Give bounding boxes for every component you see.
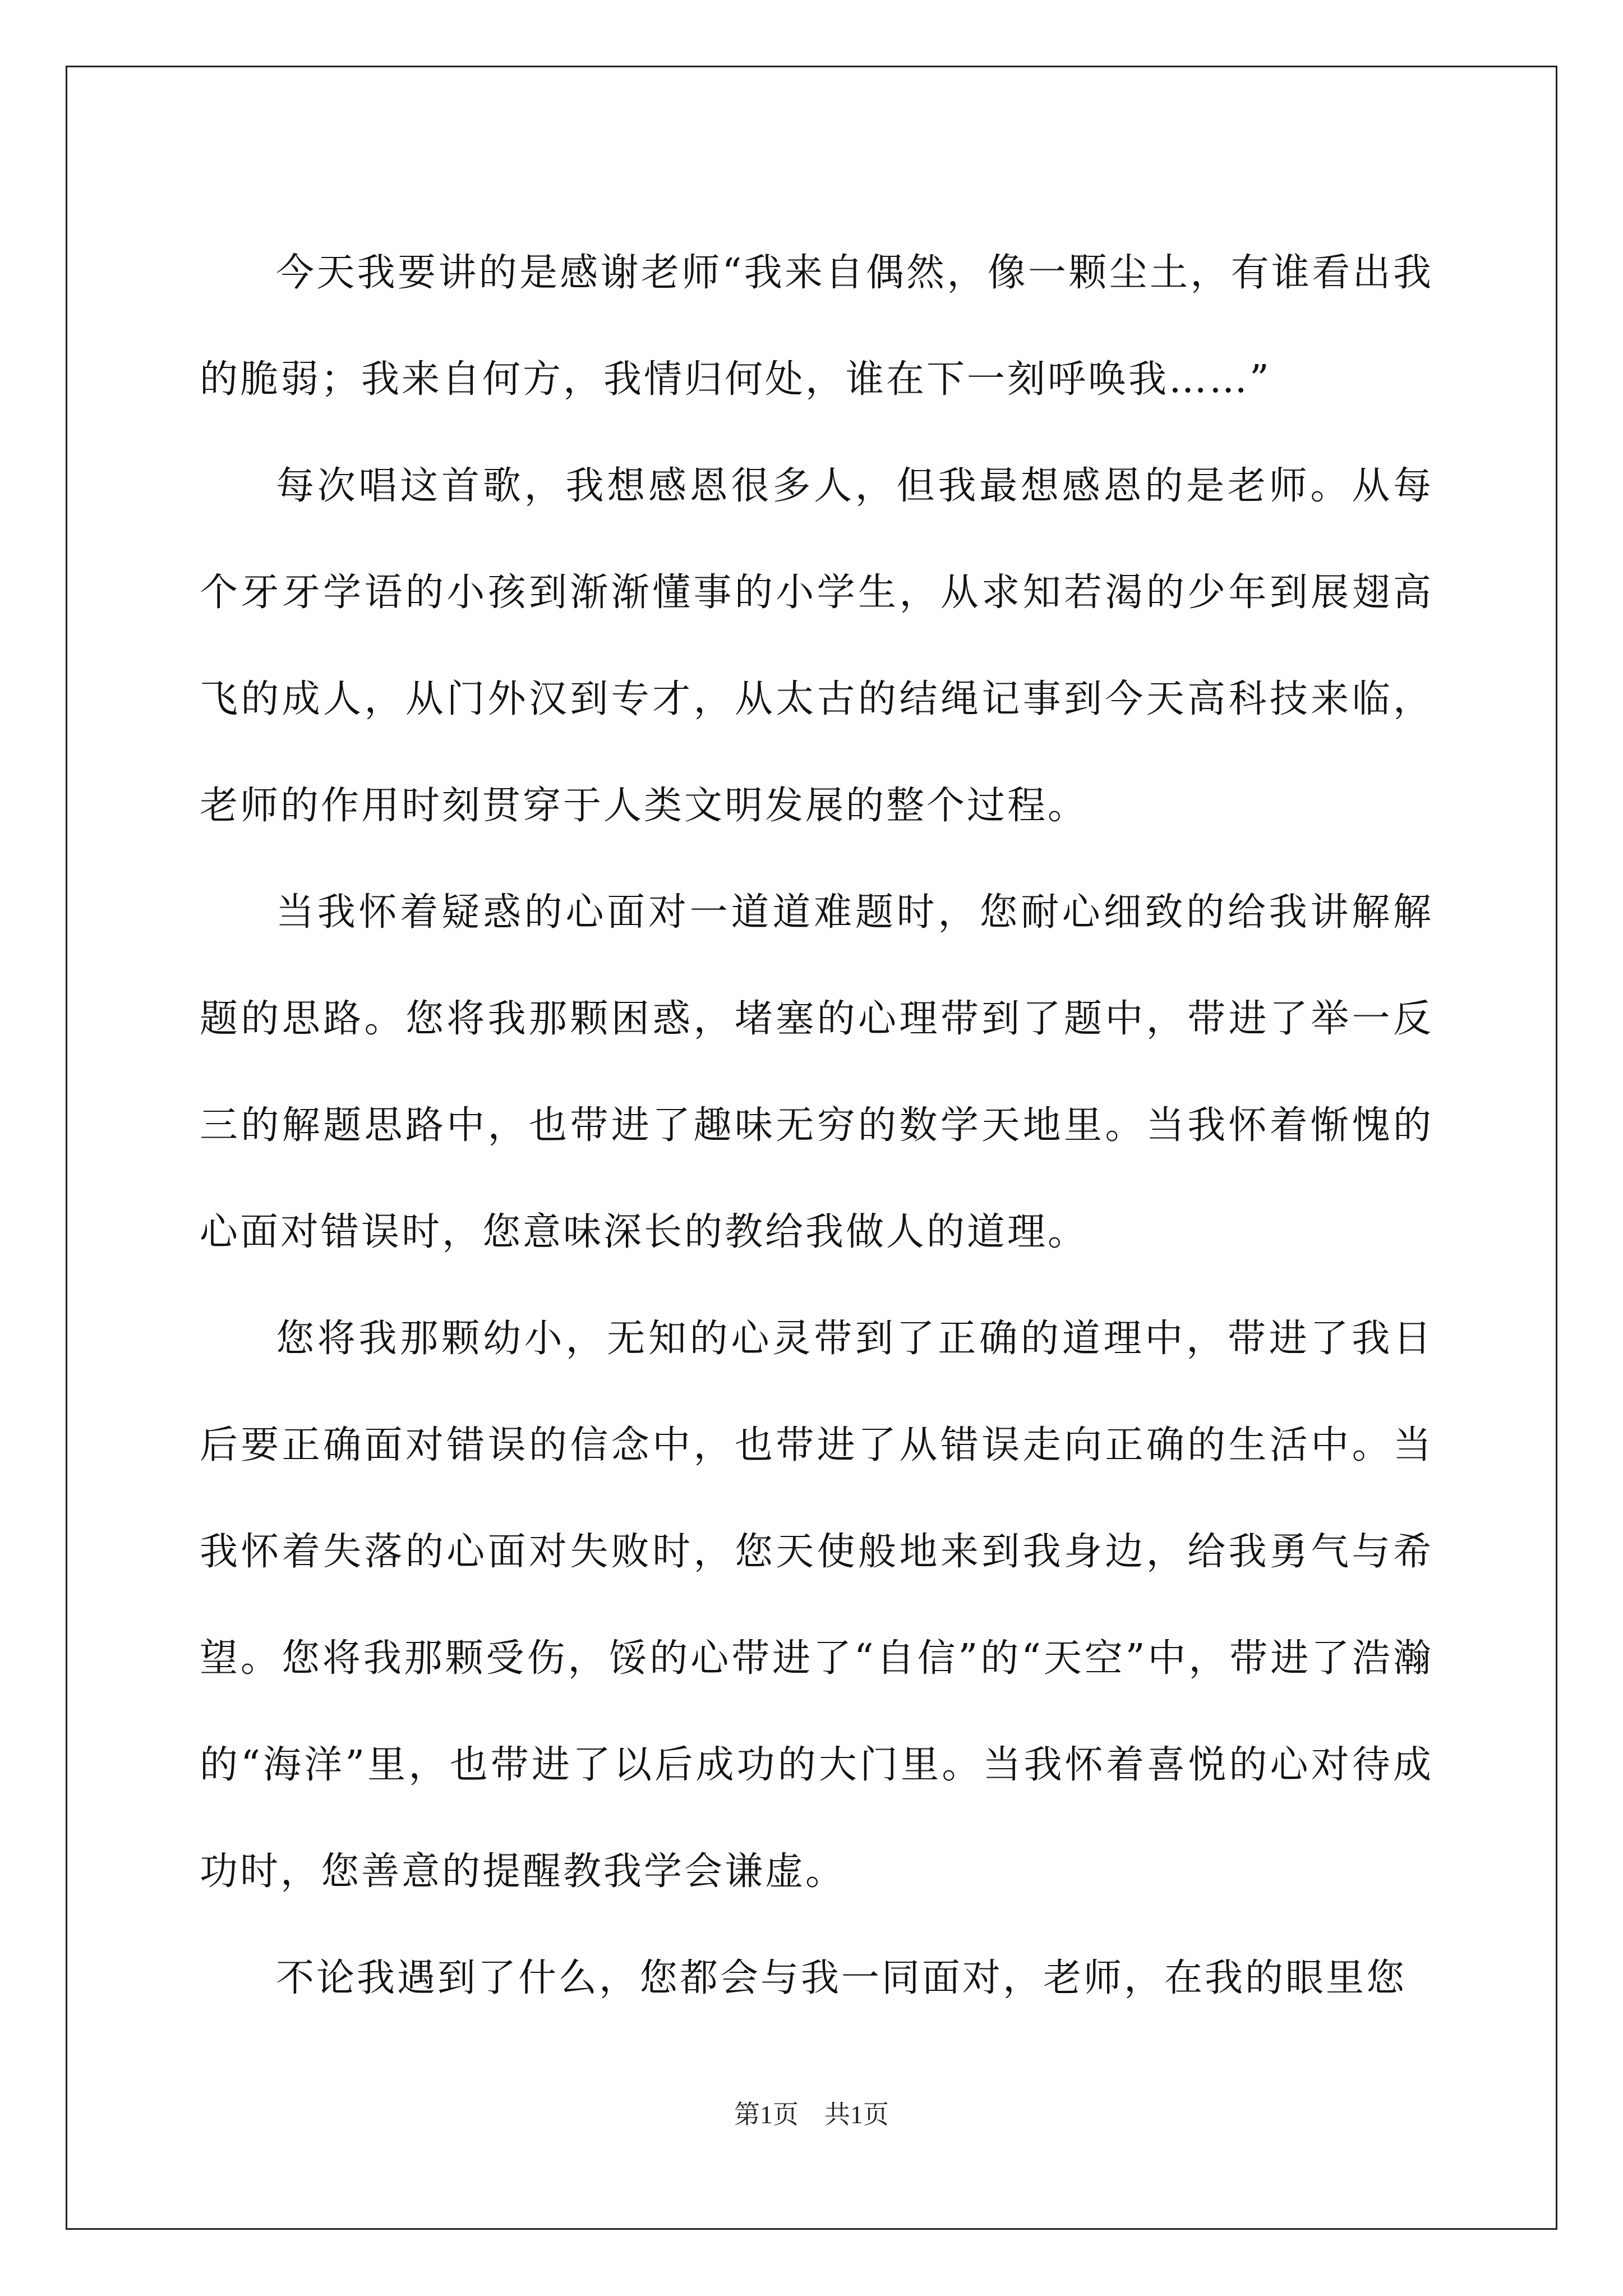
page-total: 共1页 — [824, 2100, 889, 2129]
paragraph: 每次唱这首歌，我想感恩很多人，但我最想感恩的是老师。从每个牙牙学语的小孩到渐渐懂事的小学生，从求知若渴的少年到展翅高飞的成人，从门外汉到专才，从太古的结绳记事到今天高科技来临，老师的作用时刻贯穿于人类文明发展的整个过程。 — [200, 464, 1433, 828]
page-number: 第1页 — [734, 2100, 799, 2129]
paragraph: 今天我要讲的是感谢老师“我来自偶然，像一颗尘土，有谁看出我的脆弱；我来自何方，我情归何处，谁在下一刻呼唤我……” — [200, 251, 1433, 402]
paragraph: 不论我遇到了什么，您都会与我一同面对，老师，在我的眼里您 — [276, 1956, 1407, 2000]
paragraph: 您将我那颗幼小，无知的心灵带到了正确的道理中，带进了我日后要正确面对错误的信念中，也带进了从错误走向正确的生活中。当我怀着失落的心面对失败时，您天使般地来到我身边，给我勇气与希望。您将我那颗受伤，馁的心带进了“自信”的“天空”中，带进了浩瀚的“海洋”里，也带进了以后成功的大门里。当我怀着喜悦的心对待成功时，您善意的提醒教我学会谦虚。 — [200, 1317, 1433, 1894]
document-body — [200, 220, 1433, 2032]
page-footer — [0, 2098, 1623, 2132]
paragraph: 当我怀着疑惑的心面对一道道难题时，您耐心细致的给我讲解解题的思路。您将我那颗困惑，堵塞的心理带到了题中，带进了举一反三的解题思路中，也带进了趣味无穷的数学天地里。当我怀着惭愧的心面对错误时，您意味深长的教给我做人的道理。 — [200, 890, 1433, 1254]
